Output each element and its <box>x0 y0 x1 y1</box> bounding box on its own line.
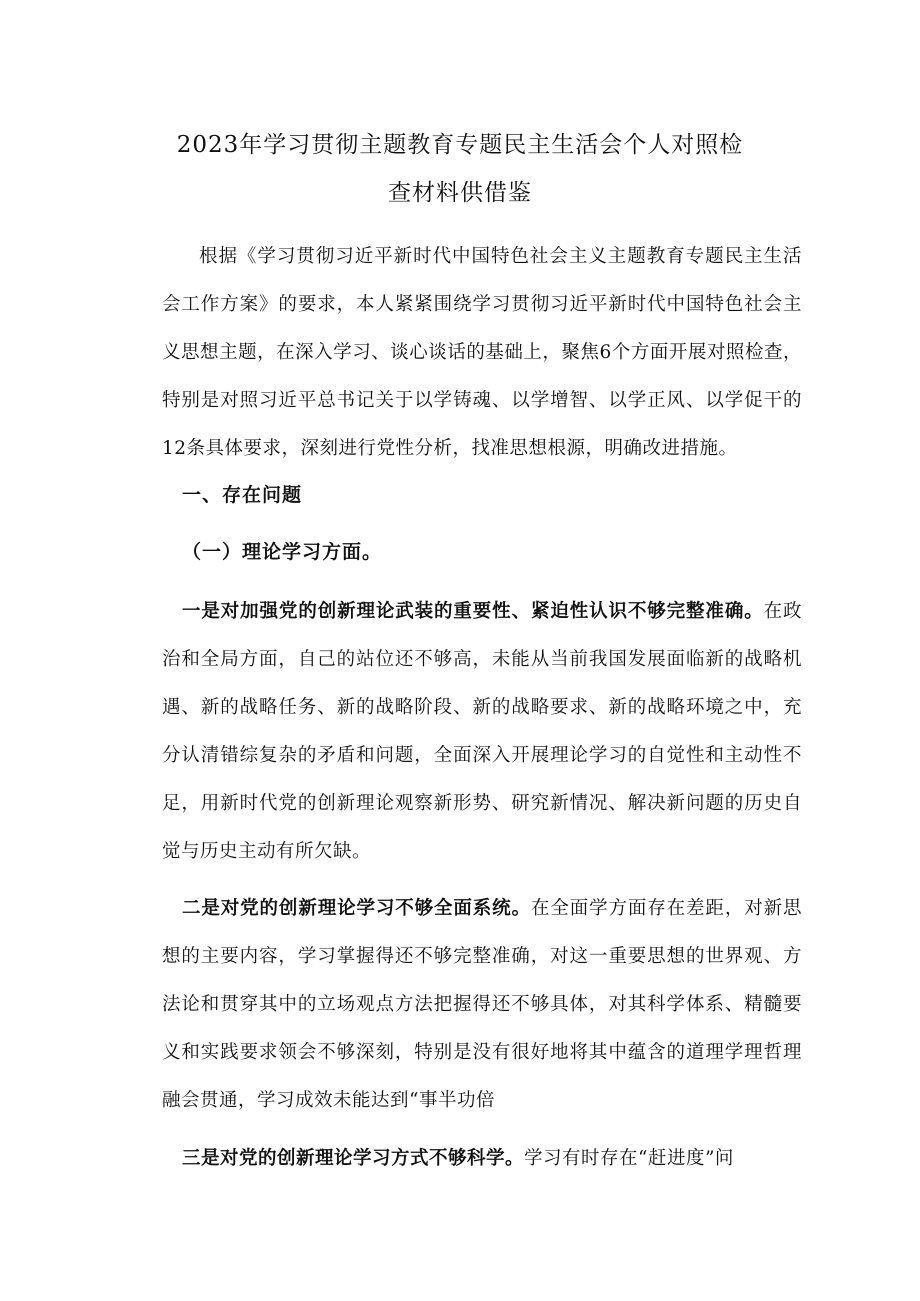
document-title-line-2: 查材料供借鉴 <box>388 180 532 206</box>
point-two-lead: 二是对党的创新理论学习不够全面系统。 <box>182 898 531 919</box>
subsection-heading-theory-study: （一）理论学习方面。 <box>182 541 383 563</box>
point-one-lead: 一是对加强党的创新理论武装的重要性、紧迫性认识不够完整准确。 <box>182 601 764 622</box>
point-two-body: 在全面学方面存在差距，对新思想的主要内容，学习掌握得还不够完整准确，对这一重要思想的世界观、方法论和贯穿其中的立场观点方法把握得还不够具体，对其科学体系、精髓要义和实践要求领会不够深刻，特别是没有很好地将其中蕴含的道理学理哲理融会贯通，学习成效未能达到“事半功倍 <box>162 898 802 1111</box>
paragraph-point-three <box>162 1135 802 1183</box>
section-heading-problems: 一、存在问题 <box>182 484 303 506</box>
intro-paragraph: 根据《学习贯彻习近平新时代中国特色社会主义主题教育专题民主生活会工作方案》的要求，本人紧紧围绕学习贯彻习近平新时代中国特色社会主义思想主题，在深入学习、谈心谈话的基础上，聚焦6个方面开展对照检查，特别是对照习近平总书记关于以学铸魂、以学增智、以学正风、以学促干的12条具体要求，深刻进行党性分析，找准思想根源，明确改进措施。 <box>162 246 802 459</box>
paragraph-point-one <box>162 588 802 876</box>
paragraph-point-two <box>162 885 802 1125</box>
point-three-body: 学习有时存在“赶进度”问 <box>524 1148 734 1169</box>
document-title-line-1: 2023年学习贯彻主题教育专题民主生活会个人对照检 <box>176 132 744 158</box>
point-three-lead: 三是对党的创新理论学习方式不够科学。 <box>182 1148 525 1169</box>
point-one-body: 在政治和全局方面，自己的站位还不够高，未能从当前我国发展面临新的战略机遇、新的战略任务、新的战略阶段、新的战略要求、新的战略环境之中，充分认清错综复杂的矛盾和问题，全面深入开展理论学习的自觉性和主动性不足，用新时代党的创新理论观察新形势、研究新情况、解决新问题的历史自觉与历史主动有所欠缺。 <box>162 601 802 862</box>
